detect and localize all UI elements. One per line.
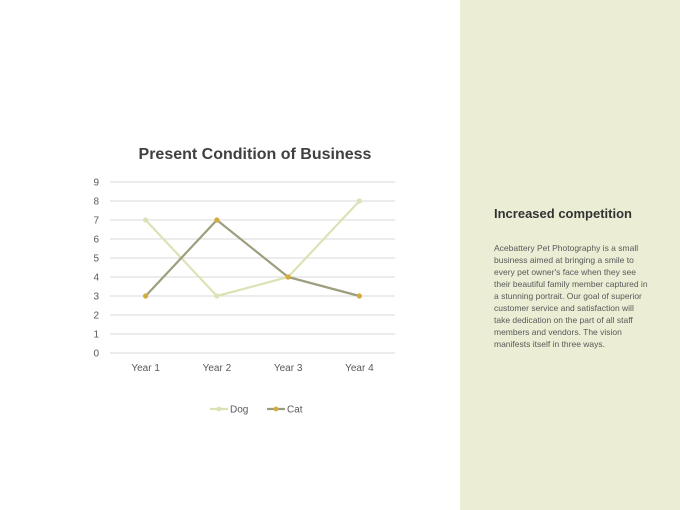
data-point-dog xyxy=(143,217,148,222)
panel-body: Acebattery Pet Photography is a small business aimed at bringing a smile to every pet owner's face when they see their beautiful family member captured in a stunning portrait. Our goal of superior customer service and satisfaction will take dedication on the part of all staff members and vendors. The vision manifests itself in three ways. xyxy=(494,243,648,349)
y-tick-label: 7 xyxy=(93,215,99,227)
x-tick-label: Year 4 xyxy=(345,363,374,374)
data-point-cat xyxy=(214,217,219,222)
y-tick-label: 8 xyxy=(93,196,99,208)
y-tick-label: 4 xyxy=(93,272,99,284)
y-tick-label: 3 xyxy=(93,291,99,303)
y-tick-label: 0 xyxy=(93,348,99,360)
panel-title: Increased competition xyxy=(494,206,632,221)
y-tick-label: 2 xyxy=(93,310,99,322)
legend-marker-cat xyxy=(274,407,279,412)
data-point-dog xyxy=(357,198,362,203)
legend-label-dog: Dog xyxy=(230,404,249,416)
x-tick-label: Year 2 xyxy=(202,363,232,374)
y-tick-label: 1 xyxy=(93,329,99,341)
y-tick-label: 6 xyxy=(93,234,99,246)
y-tick-label: 9 xyxy=(93,177,99,189)
x-tick-label: Year 1 xyxy=(131,363,160,374)
legend-marker-dog xyxy=(217,407,222,412)
data-point-dog xyxy=(214,293,219,298)
data-point-cat xyxy=(143,293,148,298)
y-tick-label: 5 xyxy=(93,253,99,265)
data-point-cat xyxy=(286,274,291,279)
legend-label-cat: Cat xyxy=(287,404,303,416)
chart-title: Present Condition of Business xyxy=(138,146,372,163)
x-tick-label: Year 3 xyxy=(273,363,303,374)
data-point-cat xyxy=(357,293,362,298)
